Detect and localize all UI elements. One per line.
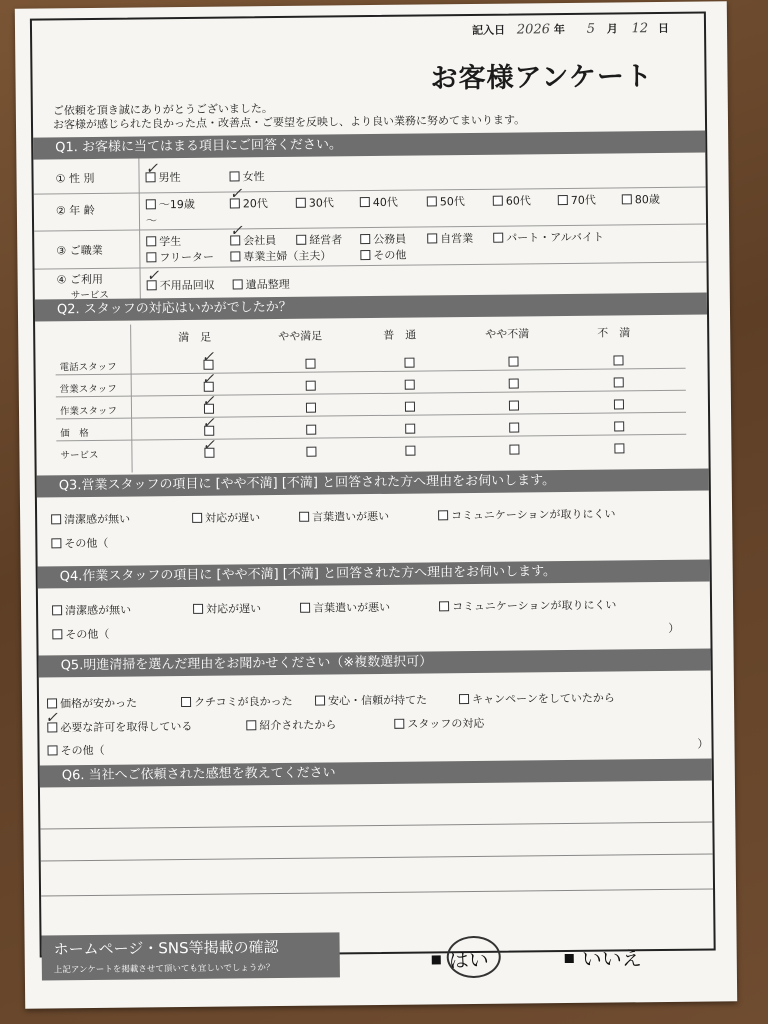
checkbox[interactable] [493, 233, 503, 243]
rating-checkbox[interactable] [509, 378, 519, 388]
date-day-suffix: 日 [657, 21, 670, 36]
checkbox[interactable] [181, 697, 191, 707]
q5-option[interactable]: クチコミが良かった [181, 693, 293, 710]
job-option[interactable]: 会社員 [230, 232, 276, 248]
age-option[interactable]: 50代 [427, 193, 465, 209]
intro-line-2: お客様が感じられた良かった点・改善点・ご要望を反映し、より良い業務に努めてまいります。 [52, 113, 526, 132]
gender-option-male[interactable]: 男性 [145, 169, 180, 185]
q4-option[interactable]: 対応が遅い [193, 600, 261, 617]
check-mark: ✓ [45, 708, 58, 727]
q6-title: Q6. 当社へご依頼された感想を教えてください [40, 758, 712, 787]
age-option[interactable]: ～19歳 [146, 196, 195, 213]
q1-title: Q1. お客様に当てはまる項目にご回答ください。 [33, 131, 705, 160]
rating-checkbox[interactable] [306, 381, 316, 391]
q5-option[interactable]: キャンペーンをしていたから [459, 690, 615, 708]
grid-line [56, 412, 686, 420]
rating-checkbox[interactable] [509, 422, 519, 432]
grid-line [56, 390, 686, 398]
checkbox[interactable] [47, 698, 57, 708]
job-option[interactable]: 自営業 [427, 230, 473, 246]
checkbox[interactable] [192, 513, 202, 523]
checkbox[interactable] [246, 720, 256, 730]
q4-option[interactable]: 清潔感が無い [52, 602, 131, 619]
age-option-tail: ～ [145, 214, 158, 228]
row-label: サービス [60, 449, 99, 462]
check-mark: ✓ [202, 413, 215, 432]
rating-checkbox[interactable] [614, 399, 624, 409]
checkbox[interactable] [427, 233, 437, 243]
rating-checkbox[interactable] [613, 355, 623, 365]
checkbox[interactable] [439, 601, 449, 611]
checkbox[interactable] [459, 694, 469, 704]
job-option[interactable]: 学生 [146, 233, 181, 249]
q5-title: Q5.明進清掃を選んだ理由をお聞かせください（※複数選択可） [39, 649, 711, 678]
publish-confirm-title: ホームページ・SNS等掲載の確認 [53, 938, 279, 959]
q3-option[interactable]: 清潔感が無い [51, 511, 130, 528]
checkbox[interactable] [296, 198, 306, 208]
check-mark: ✓ [230, 221, 243, 240]
intro-text [53, 99, 525, 132]
check-mark: ✓ [146, 266, 160, 285]
date-year[interactable]: 2026 [516, 22, 551, 38]
service-label-line-1: ④ ご利用 [56, 272, 104, 287]
job-option[interactable]: 専業主婦（主夫） [230, 247, 331, 264]
service-label-line-2: サービス [70, 289, 109, 302]
row-label: 価 格 [60, 428, 89, 440]
checkbox[interactable] [438, 510, 448, 520]
square-bullet-icon [432, 955, 441, 964]
rating-checkbox[interactable] [508, 357, 518, 367]
q4-option[interactable]: コミュニケーションが取りにくい [439, 596, 617, 614]
intro-line-1: ご依頼を頂き誠にありがとうございました。 [52, 102, 273, 118]
q2-title: Q2. スタッフの対応はいかがでしたか？ [35, 293, 707, 322]
date-year-suffix: 年 [553, 22, 565, 37]
rating-checkbox[interactable] [405, 446, 415, 456]
q3-option[interactable]: 言葉遣いが悪い [299, 508, 389, 525]
answer-no[interactable]: いいえ [565, 942, 642, 972]
date-month-suffix: 月 [606, 22, 618, 36]
q5-option[interactable]: 価格が安かった [47, 695, 137, 712]
check-mark: ✓ [229, 184, 243, 203]
publish-confirm-sub: 上記アンケートを掲載させて頂いても宜しいでしょうか？ [53, 963, 275, 976]
rating-checkbox[interactable] [614, 377, 624, 387]
publish-confirm-bar [41, 932, 339, 980]
checkbox[interactable] [360, 250, 370, 260]
col-header: 不 満 [597, 326, 631, 340]
q4-other[interactable]: その他（ [52, 626, 109, 643]
checkbox[interactable] [315, 696, 325, 706]
checkbox[interactable] [193, 604, 203, 614]
rating-checkbox[interactable] [306, 447, 316, 457]
job-label: ③ ご職業 [56, 243, 103, 258]
checkbox[interactable] [427, 196, 437, 206]
rating-checkbox[interactable] [614, 421, 624, 431]
q5-option[interactable]: 安心・信頼が持てた [315, 691, 427, 708]
rating-checkbox[interactable] [305, 359, 315, 369]
checkbox[interactable] [493, 196, 503, 206]
row-label: 作業スタッフ [59, 405, 118, 418]
checkbox[interactable] [229, 171, 239, 181]
checkbox[interactable] [558, 195, 568, 205]
job-option[interactable]: パート・アルバイト [493, 229, 604, 246]
gender-label: ① 性 別 [55, 171, 95, 186]
grid-line [56, 368, 686, 376]
row-label: 営業スタッフ [59, 383, 117, 396]
rating-checkbox[interactable] [405, 402, 415, 412]
service-label [57, 271, 109, 302]
job-option[interactable]: フリーター [146, 249, 214, 266]
hand-drawn-circle [447, 936, 501, 979]
checkbox[interactable] [230, 251, 240, 261]
q6-answer-area[interactable] [40, 785, 713, 932]
col-header: 普 通 [383, 328, 417, 342]
job-option[interactable]: その他 [360, 247, 406, 263]
col-header: やや不満 [485, 327, 530, 341]
q3-option[interactable]: 対応が遅い [192, 509, 260, 526]
row-label: 電話スタッフ [59, 361, 117, 374]
q4-option[interactable]: 言葉遣いが悪い [300, 599, 390, 616]
rating-checkbox[interactable] [306, 403, 316, 413]
job-option[interactable]: 公務員 [360, 231, 406, 247]
rating-checkbox[interactable] [509, 444, 519, 454]
rating-checkbox[interactable] [614, 443, 624, 453]
age-option[interactable]: 20代 [230, 195, 268, 211]
age-option[interactable]: 70代 [558, 192, 596, 208]
square-bullet-icon [565, 954, 574, 963]
q3-option[interactable]: コミュニケーションが取りにくい [438, 505, 616, 523]
q5-other-close: ） [697, 737, 709, 751]
rating-checkbox[interactable] [509, 400, 519, 410]
job-option[interactable]: 経営者 [296, 231, 342, 247]
q4-other-close: ） [668, 621, 680, 635]
checkbox[interactable] [360, 197, 370, 207]
check-mark: ✓ [145, 159, 159, 178]
rating-checkbox[interactable] [405, 424, 415, 434]
checkbox[interactable] [360, 234, 370, 244]
checkbox[interactable] [52, 605, 62, 615]
checkbox[interactable] [233, 279, 243, 289]
check-mark: ✓ [202, 435, 216, 454]
q5-option[interactable]: 必要な許可を取得している [47, 718, 192, 736]
age-option[interactable]: 80歳 [622, 191, 660, 207]
date-label: 記入日 [471, 23, 506, 37]
service-option[interactable]: 不用品回収 [147, 277, 215, 294]
checkbox[interactable] [51, 514, 61, 524]
page-title: お客様アンケート [430, 61, 654, 95]
age-option[interactable]: 60代 [493, 192, 531, 208]
rating-checkbox[interactable] [405, 380, 415, 390]
col-header: 満 足 [178, 330, 212, 345]
q5-option[interactable]: 紹介されたから [246, 716, 336, 733]
grid-line [56, 434, 686, 442]
checkbox[interactable] [146, 236, 156, 246]
q3-title: Q3.営業スタッフの項目に [やや不満] [不満] と回答された方へ理由をお伺いします。 [37, 469, 709, 498]
age-label: ② 年 齢 [55, 203, 95, 218]
col-header: やや満足 [278, 329, 323, 344]
q5-option[interactable]: スタッフの対応 [394, 715, 484, 732]
checkbox[interactable] [146, 252, 156, 262]
q2-divider [130, 325, 133, 473]
date-row [472, 20, 669, 38]
date-month[interactable]: 5 [586, 21, 596, 37]
q5-other[interactable]: その他（ [47, 742, 104, 759]
age-option[interactable]: 40代 [360, 194, 398, 210]
checkbox[interactable] [394, 719, 404, 729]
q4-title: Q4.作業スタッフの項目に [やや不満] [不満] と回答された方へ理由をお伺いします。 [38, 560, 710, 589]
answer-yes[interactable]: はい [432, 944, 489, 974]
check-mark: ✓ [201, 391, 215, 410]
checkbox[interactable] [52, 629, 62, 639]
checkbox[interactable] [146, 199, 156, 209]
check-mark: ✓ [201, 369, 215, 388]
checkbox[interactable] [51, 538, 61, 548]
checkbox[interactable] [622, 194, 632, 204]
checkbox[interactable] [296, 235, 306, 245]
q3-other[interactable]: その他（ [51, 535, 108, 552]
rating-checkbox[interactable] [306, 425, 316, 435]
gender-option-female[interactable]: 女性 [229, 168, 264, 184]
service-option[interactable]: 遺品整理 [233, 276, 290, 293]
rating-checkbox[interactable] [404, 358, 414, 368]
age-option[interactable]: 30代 [296, 194, 334, 210]
checkbox[interactable] [47, 745, 57, 755]
sheet-frame [30, 12, 716, 976]
checkbox[interactable] [300, 603, 310, 613]
date-day[interactable]: 12 [631, 21, 649, 37]
check-mark: ✓ [201, 347, 215, 366]
survey-sheet [15, 1, 737, 1008]
checkbox[interactable] [299, 512, 309, 522]
